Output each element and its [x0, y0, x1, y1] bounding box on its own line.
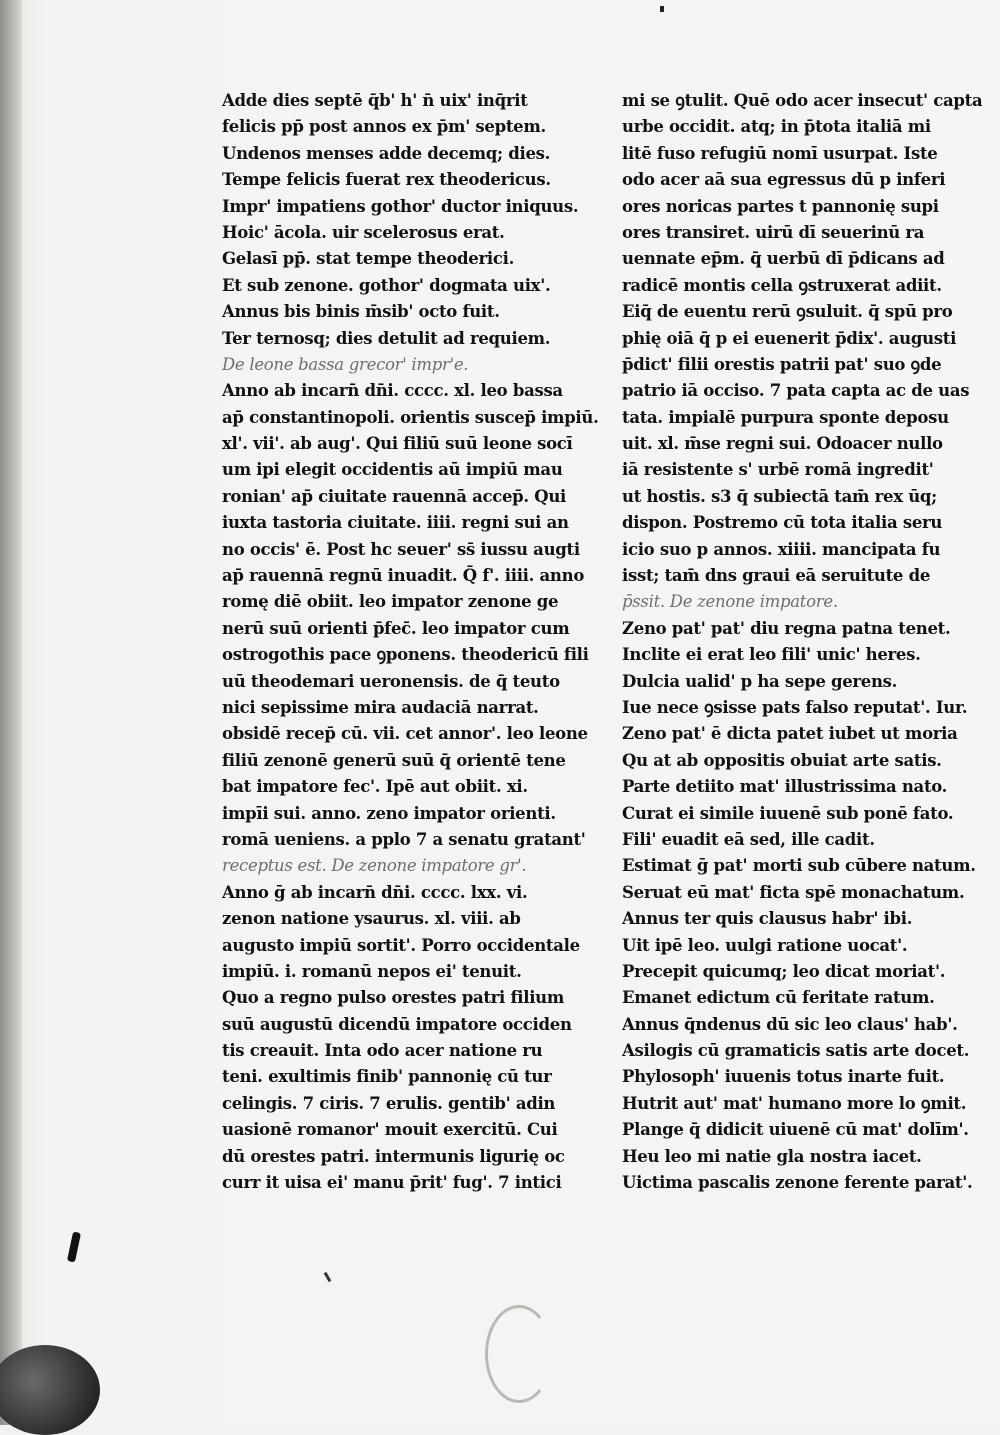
right-text-column: [622, 88, 982, 1196]
text-line: obsidē recep̄ cū. vii. cet annor'. leo leone: [222, 724, 588, 744]
text-line: Iue nece ꝯsisse pats falso reputat'. Iur.: [622, 697, 968, 717]
text-line: xl'. vii'. ab aug'. Qui filiū suū leone socī: [222, 434, 573, 454]
text-line: Inclite ei erat leo fili' unic' heres.: [622, 645, 921, 665]
text-line: uū theodemari ueronensis. de q̄ teuto: [222, 671, 560, 691]
text-line: iā resistente s' urbē romā ingredit': [622, 460, 934, 480]
text-line: suū augustū dicendū impatore occiden: [222, 1014, 572, 1034]
text-line: ores noricas partes t pannonię supi: [622, 196, 939, 216]
text-line: De leone bassa grecor' impr'e.: [222, 354, 469, 374]
text-line: bat impatore fec'. Ipē aut obiit. xi.: [222, 777, 528, 797]
text-line: Zeno pat' ē dicta patet iubet ut moria: [622, 724, 958, 744]
text-line: ut hostis. s3 q̄ subiectā tam̄ rex ūq;: [622, 486, 937, 506]
thumb-shadow: [0, 1345, 100, 1435]
text-line: romę diē obiit. leo impator zenone ge: [222, 592, 559, 612]
text-line: p̄ssit. De zenone impatore.: [622, 592, 838, 612]
text-line: Seruat eū mat' ficta spē monachatum.: [622, 882, 965, 902]
text-line: Hoic' ācola. uir scelerosus erat.: [222, 222, 505, 242]
text-line: ap̄ constantinopoli. orientis suscep̄ impiū.: [222, 407, 599, 427]
text-line: iuxta tastoria ciuitate. iiii. regni sui an: [222, 513, 569, 533]
text-line: zenon natione ysaurus. xl. viii. ab: [222, 909, 521, 929]
text-line: augusto impiū sortit'. Porro occidentale: [222, 935, 580, 955]
text-line: Ter ternosq; dies detulit ad requiem.: [222, 328, 551, 348]
text-line: receptus est. De zenone impatore gr'.: [222, 856, 527, 876]
text-line: ap̄ rauennā regnū inuadit. Q̄ f'. iiii. anno: [222, 566, 585, 586]
text-line: ronian' ap̄ ciuitate rauennā accep̄. Qui: [222, 486, 567, 506]
text-line: uasionē romanor' mouit exercitū. Cui: [222, 1120, 558, 1140]
text-line: Asilogis cū gramaticis satis arte docet.: [622, 1041, 970, 1061]
text-line: p̄dict' filii orestis patrii pat' suo ꝯde: [622, 354, 942, 374]
text-line: phię oiā q̄ p ei euenerit p̄dix'. augusti: [622, 328, 957, 348]
text-line: Fili' euadit eā sed, ille cadit.: [622, 829, 875, 849]
text-line: Et sub zenone. gothor' dogmata uix'.: [222, 275, 551, 295]
text-line: icio suo p annos. xiiii. mancipata fu: [622, 539, 941, 559]
text-line: patrio iā occiso. 7 pata capta ac de uas: [622, 381, 970, 401]
text-line: Dulcia ualid' p ha sepe gerens.: [622, 671, 898, 691]
text-line: Annus ter quis clausus habr' ibi.: [622, 909, 913, 929]
text-line: dispon. Postremo cū tota italia seru: [622, 513, 943, 533]
text-line: celingis. 7 ciris. 7 erulis. gentib' adin: [222, 1093, 556, 1113]
text-line: Tempe felicis fuerat rex theodericus.: [222, 170, 551, 190]
text-line: um ipi elegit occidentis aū impiū mau: [222, 460, 563, 480]
ink-dot: [660, 6, 664, 12]
text-line: Plange q̄ didicit uiuenē cū mat' dolīm'.: [622, 1120, 969, 1140]
text-line: litē fuso refugiū nomī usurpat. Iste: [622, 143, 938, 163]
binding-gutter: [0, 0, 22, 1425]
text-line: Eiq̄ de euentu rerū ꝯsuluit. q̄ spū pro: [622, 302, 953, 322]
text-line: Uictima pascalis zenone ferente parat'.: [622, 1173, 973, 1193]
text-line: Uit ipē leo. uulgi ratione uocat'.: [622, 935, 908, 955]
text-line: Phylosoph' iuuenis totus inarte fuit.: [622, 1067, 945, 1087]
text-line: Emanet edictum cū feritate ratum.: [622, 988, 935, 1008]
text-line: Qu at ab oppositis obuiat arte satis.: [622, 750, 942, 770]
text-line: felicis pp̄ post annos ex p̄m' septem.: [222, 117, 546, 137]
text-line: uit. xl. m̄se regni sui. Odoacer nullo: [622, 434, 943, 454]
text-line: Zeno pat' pat' diu regna patna tenet.: [622, 618, 951, 638]
text-line: dū orestes patri. intermunis ligurię oc: [222, 1146, 565, 1166]
text-line: Anno ab incarn̄ dn̄i. cccc. xl. leo bassa: [222, 381, 563, 401]
text-line: uennate ep̄m. q̄ uerbū dī p̄dicans ad: [622, 249, 945, 269]
text-line: Parte detiito mat' illustrissima nato.: [622, 777, 948, 797]
text-line: nerū suū orienti p̄fec̄. leo impator cum: [222, 618, 570, 638]
text-line: Quo a regno pulso orestes patri filium: [222, 988, 565, 1008]
text-line: romā ueniens. a pplo 7 a senatu gratant': [222, 829, 586, 849]
text-line: Anno ḡ ab incarn̄ dn̄i. cccc. lxx. vi.: [222, 882, 528, 902]
text-line: Undenos menses adde decemq; dies.: [222, 143, 551, 163]
text-line: teni. exultimis finib' pannonię cū tur: [222, 1067, 552, 1087]
text-line: Annus q̄ndenus dū sic leo claus' hab'.: [622, 1014, 958, 1034]
left-text-column: [222, 88, 612, 1196]
text-line: isst; tam̄ dns graui eā seruitute de: [622, 566, 931, 586]
text-line: Gelasī pp̄. stat tempe theoderici.: [222, 249, 515, 269]
text-line: tata. impialē purpura sponte deposu: [622, 407, 949, 427]
text-line: impiū. i. romanū nepos ei' tenuit.: [222, 961, 522, 981]
text-line: Annus bis binis m̄sib' octo fuit.: [222, 302, 500, 322]
text-line: ostrogothis pace ꝯponens. theodericū fili: [222, 645, 589, 665]
text-line: radicē montis cella ꝯstruxerat adiit.: [622, 275, 942, 295]
text-line: Heu leo mi natie gla nostra iacet.: [622, 1146, 922, 1166]
faded-folio-letter: [485, 1305, 553, 1403]
text-line: tis creauit. Inta odo acer natione ru: [222, 1041, 543, 1061]
text-line: nici sepissime mira audaciā narrat.: [222, 697, 539, 717]
ink-tick: [324, 1272, 332, 1282]
text-line: curr it uisa ei' manu p̄rit' fug'. 7 intici: [222, 1173, 562, 1193]
text-line: filiū zenonē generū suū q̄ orientē tene: [222, 750, 566, 770]
margin-ink-stroke: [67, 1231, 81, 1262]
text-line: Hutrit aut' mat' humano more lo ꝯmit.: [622, 1093, 967, 1113]
text-line: Curat ei simile iuuenē sub ponē fato.: [622, 803, 954, 823]
text-line: mi se ꝯtulit. Quē odo acer insecut' capta: [622, 91, 982, 110]
text-line: Adde dies septē q̄b' h' n̄ uix' inq̄rit: [222, 91, 528, 110]
text-line: Impr' impatiens gothor' ductor iniquus.: [222, 196, 579, 216]
text-line: ores transiret. uirū dī seuerinū ra: [622, 222, 925, 242]
text-line: no occis' ē. Post hc seuer' ss̄ iussu augti: [222, 539, 580, 559]
text-line: Precepit quicumq; leo dicat moriat'.: [622, 961, 946, 981]
text-line: impīi sui. anno. zeno impator orienti.: [222, 803, 556, 823]
text-line: odo acer aā sua egressus dū p inferi: [622, 170, 946, 190]
text-line: urbe occidit. atq; in p̄tota italiā mi: [622, 117, 931, 137]
text-line: Estimat ḡ pat' morti sub cūbere natum.: [622, 856, 976, 876]
